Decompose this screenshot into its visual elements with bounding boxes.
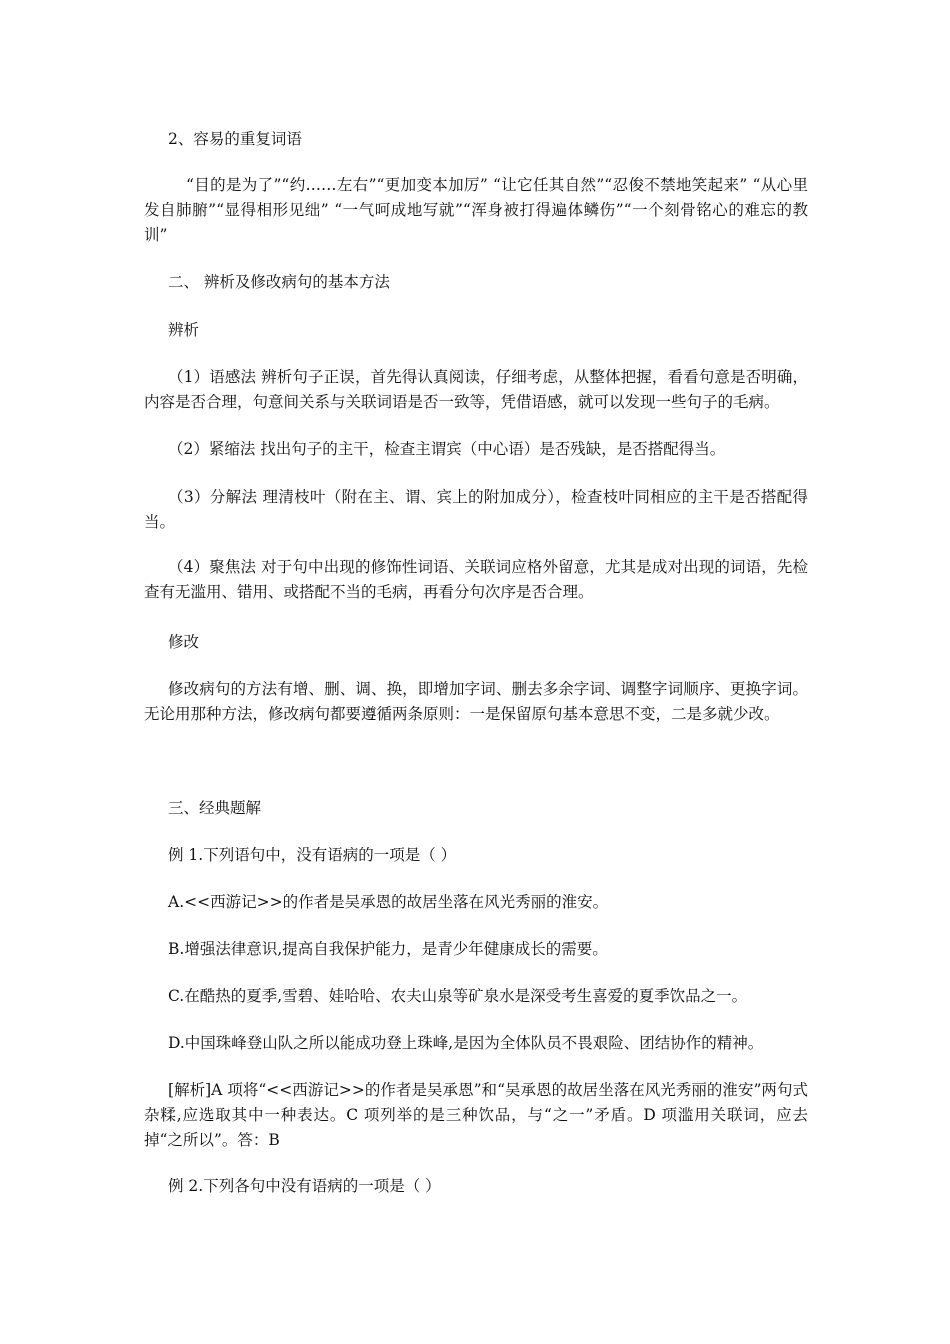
revise-heading: 修改 [168, 633, 200, 651]
method-2-paragraph: （2）紧缩法 找出句子的主干，检查主谓宾（中心语）是否残缺，是否搭配得当。 [168, 440, 726, 458]
part-2-heading: 二、 辨析及修改病句的基本方法 [168, 273, 390, 291]
example-1-question: 例 1.下列语句中，没有语病的一项是（ ） [168, 846, 457, 864]
option-c: C.在酷热的夏季,雪碧、娃哈哈、农夫山泉等矿泉水是深受考生喜爱的夏季饮品之一。 [168, 987, 748, 1005]
analysis-paragraph: [解析]A 项将“<<西游记>>的作者是吴承恩”和“吴承恩的故居坐落在风光秀丽的淮安”两句式杂糅,应选取其中一种表达。C 项列举的是三种饮品，与“之一”矛盾。D 项滥用关联词，应去掉“之所以”。答：B [144, 1081, 808, 1149]
revise-paragraph: 修改病句的方法有增、删、调、换，即增加字词、删去多余字词、调整字词顺序、更换字词。无论用那种方法，修改病句都要遵循两条原则：一是保留原句基本意思不变，二是多就少改。 [144, 680, 808, 723]
method-4-paragraph: （4）聚焦法 对于句中出现的修饰性词语、关联词应格外留意，尤其是成对出现的词语，先检查有无滥用、错用、或搭配不当的毛病，再看分句次序是否合理。 [144, 558, 808, 601]
section-2-body: “目的是为了”“约……左右”“更加变本加厉” “让它任其自然”“忍俊不禁地笑起来” “从心里发自肺腑”“显得相形见绌” “一气呵成地写就”“浑身被打得遍体鳞伤”“一个刻骨铭心的难忘的教训” [144, 176, 808, 244]
option-d: D.中国珠峰登山队之所以能成功登上珠峰,是因为全体队员不畏艰险、团结协作的精神。 [168, 1034, 764, 1052]
option-a: A.<<西游记>>的作者是吴承恩的故居坐落在风光秀丽的淮安。 [168, 893, 609, 911]
analysis-heading: 辨析 [168, 321, 200, 339]
method-1-paragraph: （1）语感法 辨析句子正误，首先得认真阅读，仔细考虑，从整体把握，看看句意是否明确，内容是否合理，句意间关系与关联词语是否一致等，凭借语感，就可以发现一些句子的毛病。 [144, 368, 808, 411]
method-3-paragraph: （3）分解法 理清枝叶（附在主、谓、宾上的附加成分），检查枝叶同相应的主干是否搭配得当。 [144, 488, 808, 531]
option-b: B.增强法律意识,提高自我保护能力，是青少年健康成长的需要。 [168, 940, 608, 958]
example-2-question: 例 2.下列各句中没有语病的一项是（ ） [168, 1177, 441, 1195]
part-3-heading: 三、经典题解 [168, 799, 262, 817]
section-2-heading: 2、容易的重复词语 [168, 130, 302, 148]
